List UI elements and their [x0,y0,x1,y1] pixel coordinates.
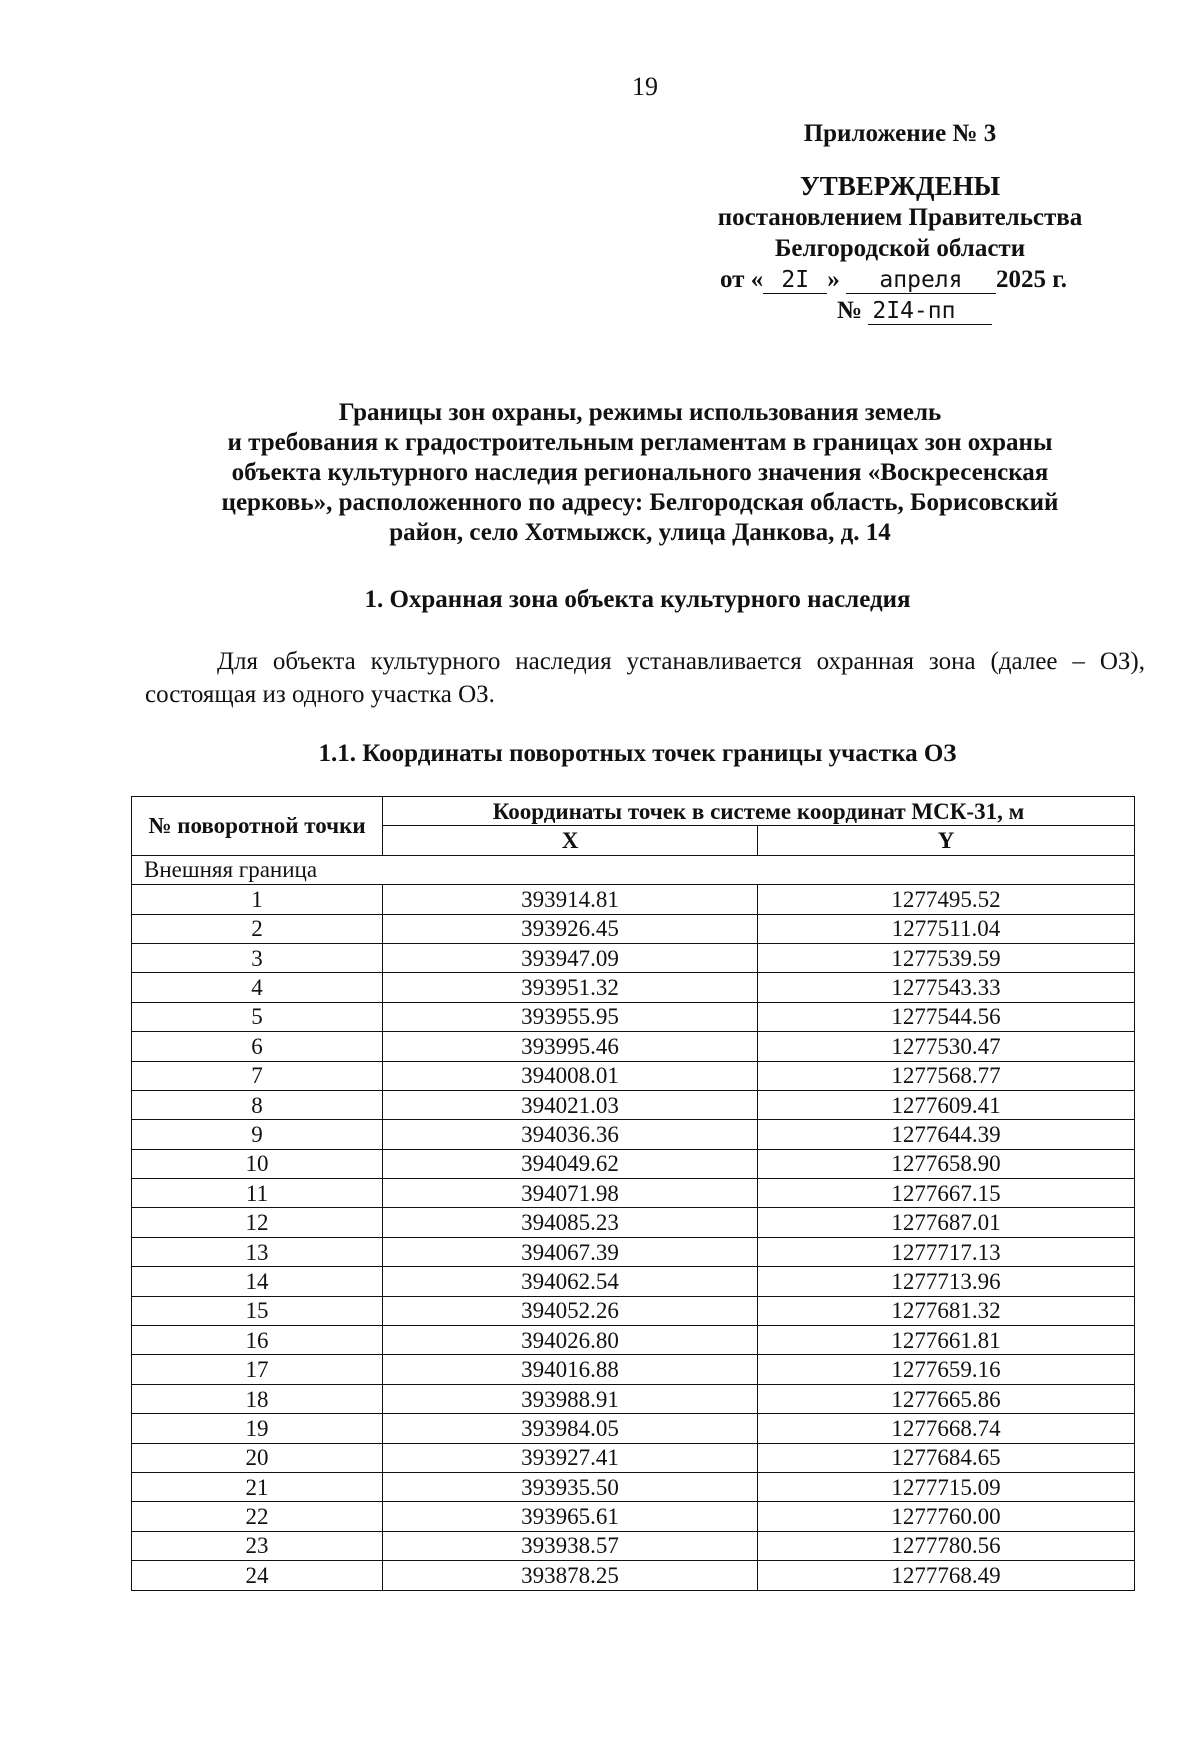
point-number-cell: 14 [132,1267,383,1296]
x-coordinate-cell: 394026.80 [383,1326,758,1355]
title-line-1: Границы зон охраны, режимы использования земель [338,399,942,426]
x-coordinate-cell: 394049.62 [383,1149,758,1178]
y-coordinate-cell: 1277543.33 [758,973,1135,1002]
y-coordinate-cell: 1277539.59 [758,943,1135,972]
header-point-number: № поворотной точки [132,797,383,856]
point-number-cell: 24 [132,1561,383,1590]
x-coordinate-cell: 394016.88 [383,1355,758,1384]
table-row [132,1502,1135,1531]
table-row [132,914,1135,943]
y-coordinate-cell: 1277687.01 [758,1208,1135,1237]
approval-date-line [690,264,1110,295]
table-row [132,1296,1135,1325]
point-number-cell: 1 [132,885,383,914]
document-title [160,398,1120,548]
table-row [132,1208,1135,1237]
y-coordinate-cell: 1277511.04 [758,914,1135,943]
table-row [132,1384,1135,1413]
y-coordinate-cell: 1277658.90 [758,1149,1135,1178]
y-coordinate-cell: 1277684.65 [758,1443,1135,1472]
title-line-2: и требования к градостроительным регламентам в границах зон охраны [227,429,1053,456]
x-coordinate-cell: 393926.45 [383,914,758,943]
y-coordinate-cell: 1277609.41 [758,1090,1135,1119]
number-value: 2I4-пп [868,298,992,325]
y-coordinate-cell: 1277544.56 [758,1002,1135,1031]
point-number-cell: 18 [132,1384,383,1413]
y-coordinate-cell: 1277495.52 [758,885,1135,914]
x-coordinate-cell: 393914.81 [383,885,758,914]
x-coordinate-cell: 393965.61 [383,1502,758,1531]
x-coordinate-cell: 394071.98 [383,1179,758,1208]
point-number-cell: 22 [132,1502,383,1531]
table-row [132,1414,1135,1443]
table-row [132,1443,1135,1472]
point-number-cell: 13 [132,1237,383,1266]
table-row [132,1002,1135,1031]
y-coordinate-cell: 1277659.16 [758,1355,1135,1384]
y-coordinate-cell: 1277717.13 [758,1237,1135,1266]
point-number-cell: 16 [132,1326,383,1355]
date-mid: » [827,266,840,293]
point-number-cell: 9 [132,1120,383,1149]
x-coordinate-cell: 393995.46 [383,1032,758,1061]
x-coordinate-cell: 393955.95 [383,1002,758,1031]
table-row [132,1326,1135,1355]
table-row [132,885,1135,914]
x-coordinate-cell: 393988.91 [383,1384,758,1413]
y-coordinate-cell: 1277568.77 [758,1061,1135,1090]
coordinates-table [131,796,1135,1591]
table-row [132,1149,1135,1178]
y-coordinate-cell: 1277665.86 [758,1384,1135,1413]
point-number-cell: 10 [132,1149,383,1178]
approved-label: УТВЕРЖДЕНЫ [799,171,1001,201]
x-coordinate-cell: 394036.36 [383,1120,758,1149]
point-number-cell: 7 [132,1061,383,1090]
x-coordinate-cell: 393947.09 [383,943,758,972]
annex-label: Приложение № 3 [803,120,997,147]
paragraph-text: Для объекта культурного наследия устанавливается охранная зона (далее – ОЗ), состоящая из одного участка ОЗ. [145,648,1145,708]
table-row [132,1179,1135,1208]
table-header-row [132,797,1135,826]
approval-line-1: постановлением Правительства [717,204,1083,231]
x-coordinate-cell: 393951.32 [383,973,758,1002]
approval-line-2: Белгородской области [774,235,1026,262]
table-row [132,1267,1135,1296]
header-x: X [383,826,758,855]
number-prefix: № [837,297,863,324]
x-coordinate-cell: 393984.05 [383,1414,758,1443]
table-row [132,1561,1135,1590]
approval-block [690,118,1110,326]
page-number: 19 [632,72,658,101]
point-number-cell: 21 [132,1472,383,1501]
table-row [132,1472,1135,1501]
title-line-4: церковь», расположенного по адресу: Белгородская область, Борисовский [221,489,1059,516]
header-y: Y [758,826,1135,855]
table-row [132,1090,1135,1119]
group-label: Внешняя граница [132,855,1135,884]
y-coordinate-cell: 1277644.39 [758,1120,1135,1149]
point-number-cell: 11 [132,1179,383,1208]
x-coordinate-cell: 393927.41 [383,1443,758,1472]
point-number-cell: 5 [132,1002,383,1031]
table-row [132,1237,1135,1266]
table-row [132,973,1135,1002]
point-number-cell: 15 [132,1296,383,1325]
y-coordinate-cell: 1277530.47 [758,1032,1135,1061]
y-coordinate-cell: 1277668.74 [758,1414,1135,1443]
x-coordinate-cell: 393878.25 [383,1561,758,1590]
y-coordinate-cell: 1277715.09 [758,1472,1135,1501]
x-coordinate-cell: 394067.39 [383,1237,758,1266]
point-number-cell: 12 [132,1208,383,1237]
header-coordinates: Координаты точек в системе координат МСК-31, м [383,797,1135,826]
title-line-3: объекта культурного наследия регионального значения «Воскресенская [231,459,1049,486]
table-row [132,1531,1135,1560]
y-coordinate-cell: 1277661.81 [758,1326,1135,1355]
point-number-cell: 3 [132,943,383,972]
y-coordinate-cell: 1277713.96 [758,1267,1135,1296]
y-coordinate-cell: 1277681.32 [758,1296,1135,1325]
y-coordinate-cell: 1277768.49 [758,1561,1135,1590]
point-number-cell: 20 [132,1443,383,1472]
date-year: 2025 г. [995,266,1067,293]
section-subheading: 1.1. Координаты поворотных точек границы участка ОЗ [318,740,957,767]
x-coordinate-cell: 394062.54 [383,1267,758,1296]
point-number-cell: 19 [132,1414,383,1443]
table-row [132,1355,1135,1384]
y-coordinate-cell: 1277780.56 [758,1531,1135,1560]
date-day: 2I [763,267,827,294]
table-group-row [132,855,1135,884]
approval-number-line [690,295,1110,326]
y-coordinate-cell: 1277667.15 [758,1179,1135,1208]
y-coordinate-cell: 1277760.00 [758,1502,1135,1531]
point-number-cell: 23 [132,1531,383,1560]
title-line-5: район, село Хотмыжск, улица Данкова, д. 14 [389,519,891,546]
table-row [132,1120,1135,1149]
x-coordinate-cell: 394052.26 [383,1296,758,1325]
x-coordinate-cell: 393938.57 [383,1531,758,1560]
table-row [132,943,1135,972]
point-number-cell: 8 [132,1090,383,1119]
x-coordinate-cell: 394008.01 [383,1061,758,1090]
x-coordinate-cell: 394021.03 [383,1090,758,1119]
section-heading: 1. Охранная зона объекта культурного наследия [364,586,911,613]
table-row [132,1061,1135,1090]
date-prefix: от « [720,266,764,293]
point-number-cell: 2 [132,914,383,943]
point-number-cell: 17 [132,1355,383,1384]
point-number-cell: 4 [132,973,383,1002]
table-row [132,1032,1135,1061]
section-paragraph [145,645,1145,711]
point-number-cell: 6 [132,1032,383,1061]
date-month: апреля [846,267,996,294]
x-coordinate-cell: 393935.50 [383,1472,758,1501]
x-coordinate-cell: 394085.23 [383,1208,758,1237]
